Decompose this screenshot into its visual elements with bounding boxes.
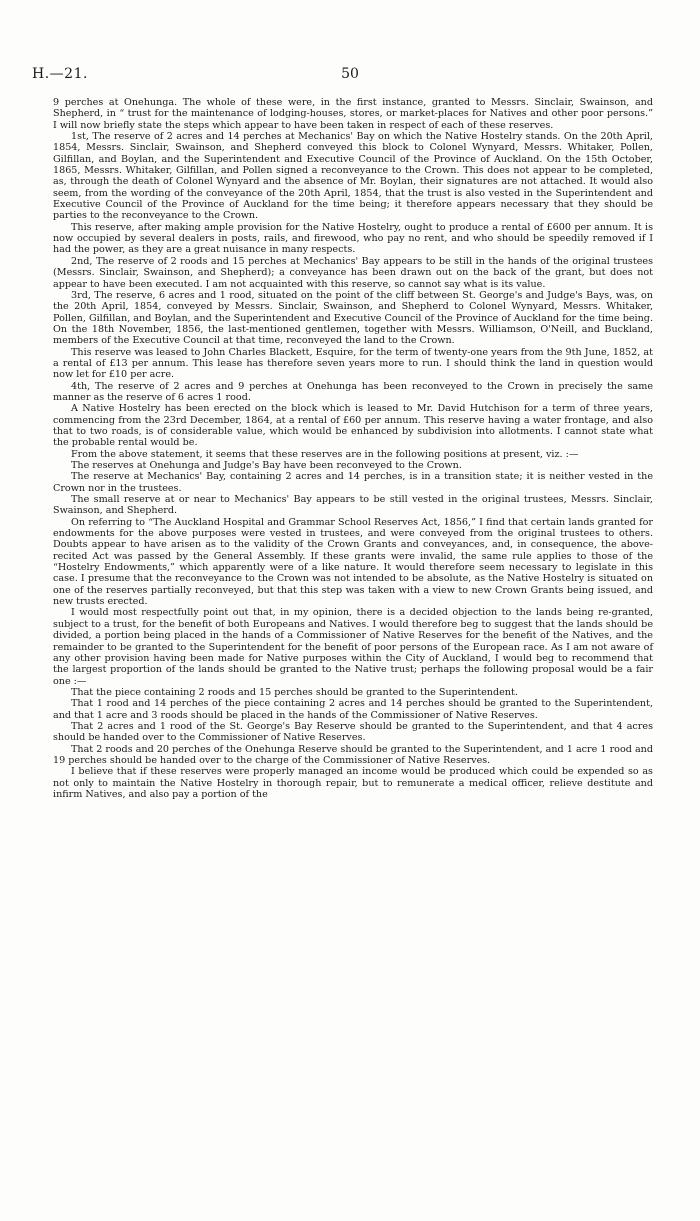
page-number: 50 xyxy=(341,66,359,82)
paragraph: That 2 acres and 1 rood of the St. George's Bay Reserve should be granted to the Superintendent, and that 4 acres should be handed over to the Commissioner of Native Reserves. xyxy=(53,720,653,744)
paragraph: I believe that if these reserves were properly managed an income would be produced which could be expended so as not only to maintain the Native Hostelry in thorough repair, but to remunerate a medical officer, relieve destitute and infirm Natives, and also pay a portion of the xyxy=(53,766,653,800)
paragraph: A Native Hostelry has been erected on the block which is leased to Mr. David Hutchison for a term of three years, commencing from the 23rd December, 1864, at a rental of £60 per annum. This reserve having a water frontage, and also that to two roads, is of considerable value, which would be enhanced by subdivision into allotments. I cannot state what the probable rental would be. xyxy=(53,403,653,449)
paragraph: This reserve was leased to John Charles Blackett, Esquire, for the term of twenty-one years from the 9th June, 1852, at a rental of £13 per annum. This lease has therefore seven years more to run. I should think the land in question would now let for £10 per acre. xyxy=(53,346,653,381)
page-header xyxy=(32,66,668,86)
paragraph: On referring to “The Auckland Hospital and Grammar School Reserves Act, 1856,” I find that certain lands granted for endowments for the above purposes were vested in trustees, and were conveyed from the original trustees to others. Doubts appear to have arisen as to the validity of the Crown Grants and conveyances, and, in consequence, the above-recited Act was passed by the General Assembly. If these grants were invalid, the same rule applies to those of the “Hostelry Endowments,” which apparently were of a like nature. It would therefore seem necessary to legislate in this case. I presume that the reconveyance to the Crown was not intended to be absolute, as the Native Hostelry is situated on one of the reserves partially reconveyed, but that this step was taken with a view to new Crown Grants being issued, and new trusts erected. xyxy=(53,516,653,608)
document-reference: H.—21. xyxy=(32,66,88,82)
document-body xyxy=(53,97,653,800)
paragraph: 1st, The reserve of 2 acres and 14 perches at Mechanics' Bay on which the Native Hostelry stands. On the 20th April, 1854, Messrs. Sinclair, Swainson, and Shepherd conveyed this block to Colonel Wynyard, Messrs. Whitaker, Pollen, Gilfillan, and Boylan, and the Superintendent and Executive Council of the Province of Auckland. On the 15th October, 1865, Messrs. Whitaker, Gilfillan, and Pollen signed a reconveyance to the Crown. This does not appear to be completed, as, through the death of Colonel Wynyard and the absence of Mr. Boylan, their signatures are not attached. It would also seem, from the wording of the conveyance of the 20th April, 1854, that the trust is also vested in the Superintendent and Executive Council of the Province of Auckland for the time being; it therefore appears necessary that they should be parties to the reconveyance to the Crown. xyxy=(53,131,653,222)
paragraph: The reserves at Onehunga and Judge's Bay have been reconveyed to the Crown. xyxy=(71,460,462,471)
paragraph: 3rd, The reserve, 6 acres and 1 rood, situated on the point of the cliff between St. George's and Judge's Bays, was, on the 20th April, 1854, conveyed by Messrs. Sinclair, Swainson, and Shepherd to Colonel Wynyard, Messrs. Whitaker, Pollen, Gilfillan, and Boylan, and the Superintendent and Executive Council of the Province of Auckland for the time being. On the 18th November, 1856, the last-mentioned gentlemen, together with Messrs. Williamson, O'Neill, and Buckland, members of the Executive Council at that time, reconveyed the land to the Crown. xyxy=(53,289,653,347)
paragraph: That 1 rood and 14 perches of the piece containing 2 acres and 14 perches should be granted to the Superintendent, and that 1 acre and 3 roods should be placed in the hands of the Commissioner of Native Reserves. xyxy=(53,698,653,721)
paragraph: 4th, The reserve of 2 acres and 9 perches at Onehunga has been reconveyed to the Crown in precisely the same manner as the reserve of 6 acres 1 rood. xyxy=(53,380,653,403)
paragraph: That the piece containing 2 roods and 15 perches should be granted to the Superintendent. xyxy=(71,686,518,698)
paragraph: 9 perches at Onehunga. The whole of these were, in the first instance, granted to Messrs. Sinclair, Swainson, and Shepherd, in “ trust for the maintenance of lodging-houses, stores, or market-places for Natives and other poor persons.” I will now briefly state the steps which appear to have been taken in respect of each of these reserves. xyxy=(53,97,653,131)
paragraph: This reserve, after making ample provision for the Native Hostelry, ought to produce a rental of £600 per annum. It is now occupied by several dealers in posts, rails, and firewood, who pay no rent, and who should be speedily removed if I had the power, as they are a great nuisance in many respects. xyxy=(53,221,653,256)
paragraph: That 2 roods and 20 perches of the Onehunga Reserve should be granted to the Superintendent, and 1 acre 1 rood and 19 perches should be handed over to the charge of the Commissioner of Native Reserves. xyxy=(53,743,653,766)
paragraph: From the above statement, it seems that these reserves are in the following positions at present, viz. :— xyxy=(71,448,579,460)
paragraph: 2nd, The reserve of 2 roods and 15 perches at Mechanics' Bay appears to be still in the hands of the original trustees (Messrs. Sinclair, Swainson, and Shepherd); a conveyance has been drawn out on the back of the grant, but does not appear to have been executed. I am not acquainted with this reserve, so cannot say what is its value. xyxy=(53,255,653,290)
paragraph: The small reserve at or near to Mechanics' Bay appears to be still vested in the original trustees, Messrs. Sinclair, Swainson, and Shepherd. xyxy=(53,494,653,517)
paragraph: The reserve at Mechanics' Bay, containing 2 acres and 14 perches, is in a transition state; it is neither vested in the Crown nor in the trustees. xyxy=(53,471,653,494)
paragraph: I would most respectfully point out that, in my opinion, there is a decided objection to the lands being re-granted, subject to a trust, for the benefit of both Europeans and Natives. I would therefore beg to suggest that the lands should be divided, a portion being placed in the hands of a Commissioner of Native Reserves for the benefit of the Natives, and the remainder to be granted to the Superintendent for the benefit of poor persons of the European race. As I am not aware of any other provision having been made for Native purposes within the City of Auckland, I would beg to recommend that the largest proportion of the lands should be granted to the Native trust; perhaps the following proposal would be a fair one :— xyxy=(53,607,653,687)
